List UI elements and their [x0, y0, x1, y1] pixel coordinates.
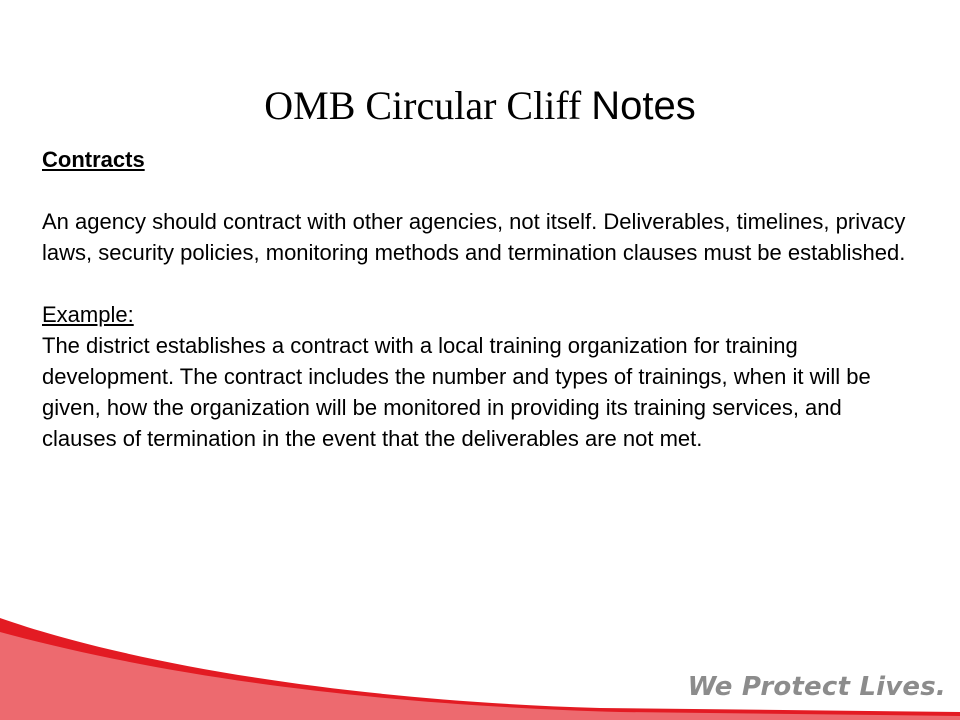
- slide-title-serif: OMB Circular Cliff: [264, 83, 592, 128]
- example-label: Example:: [42, 302, 134, 327]
- example-paragraph: The district establishes a contract with a local training organization for training development. The contract includes the number and types of trainings, when it will be given, how the organization will be monitored in providing its training services, and clauses of termination in the event that the deliverables are not met.: [42, 333, 871, 451]
- section-heading: Contracts: [42, 147, 145, 172]
- contracts-paragraph: An agency should contract with other agencies, not itself. Deliverables, timelines, privacy laws, security policies, monitoring methods and termination clauses must be established.: [42, 209, 906, 265]
- tagline: We Protect Lives.: [687, 672, 946, 702]
- slide-title-sans: Notes: [591, 84, 696, 128]
